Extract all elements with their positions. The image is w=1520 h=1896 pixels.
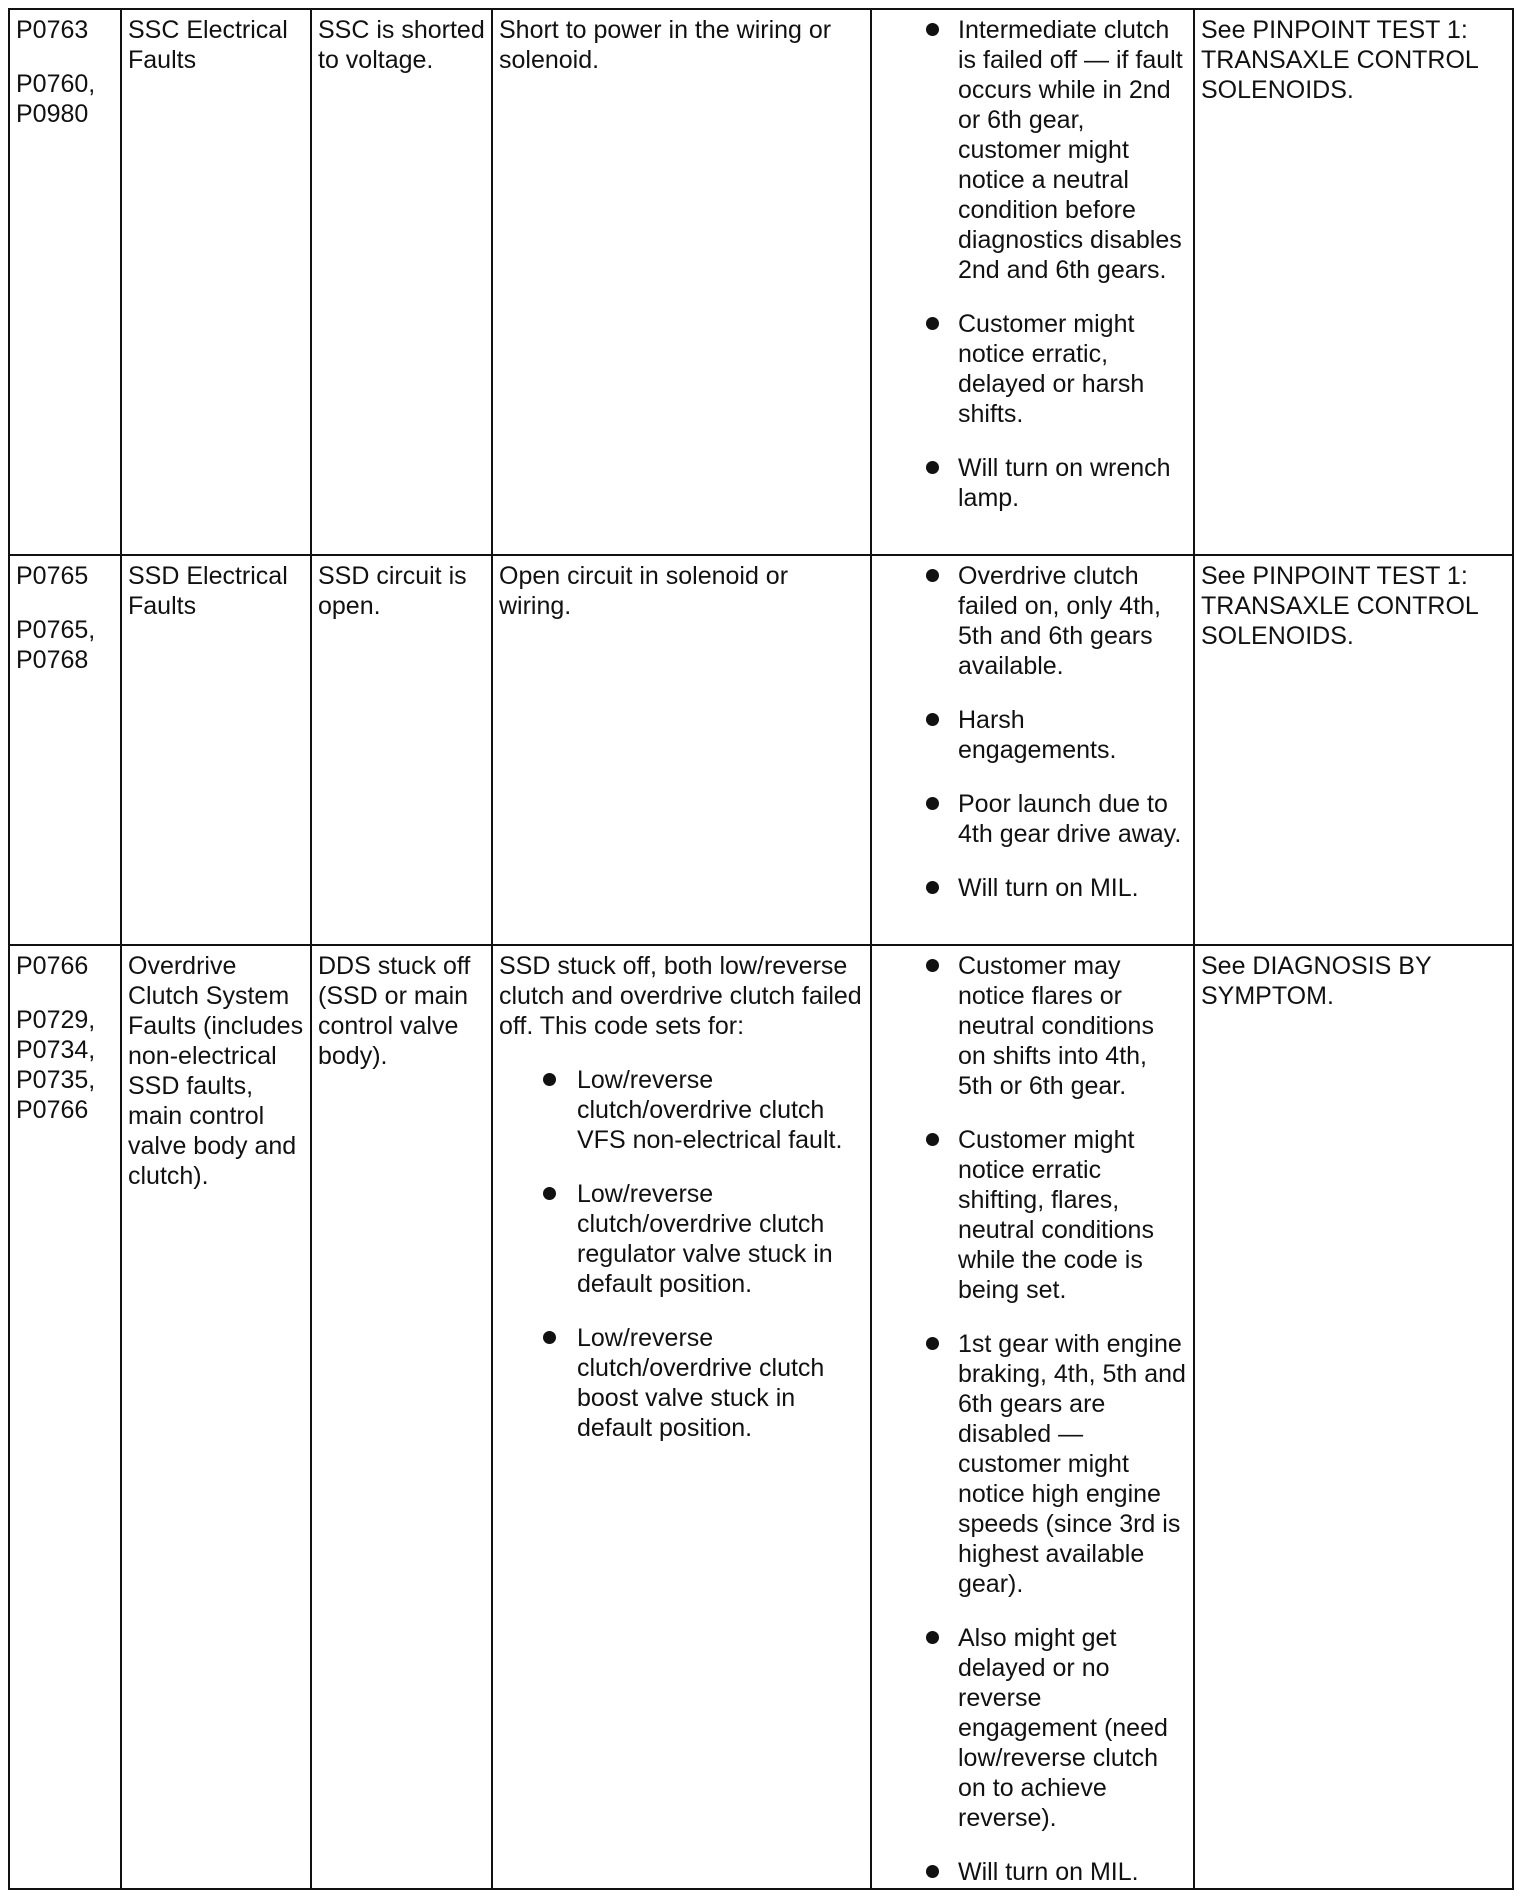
cause-text: SSD stuck off, both low/reverse clutch and overdrive clutch failed off. This code sets for: <box>499 952 862 1040</box>
related-dtc-code: P0768 <box>16 646 89 674</box>
related-dtc-code: P0735, <box>16 1066 96 1094</box>
dtc-table <box>8 8 1514 1890</box>
bullet-text: Customer might notice erratic shifting, flares, neutral conditions while the code is being set. <box>958 1126 1154 1304</box>
table-row <box>9 945 1513 1889</box>
bullet-icon <box>926 959 939 972</box>
symptom-bullet-list <box>878 951 1187 1887</box>
bullet-text: Harsh engagements. <box>958 706 1117 764</box>
bullet-text: Low/reverse clutch/overdrive clutch boost valve stuck in default position. <box>577 1324 825 1442</box>
bullet-text: Intermediate clutch is failed off — if fault occurs while in 2nd or 6th gear, customer might notice a neutral condition before diagnostics disables 2nd and 6th gears. <box>958 16 1183 284</box>
symptoms-cell <box>871 945 1194 1889</box>
list-item <box>878 1623 1187 1833</box>
list-item <box>878 561 1187 681</box>
symptoms-cell <box>871 555 1194 945</box>
cause-cell <box>492 945 871 1889</box>
code-spacer <box>16 981 114 1005</box>
bullet-icon <box>926 23 939 36</box>
bullet-text: Will turn on MIL. <box>958 874 1139 902</box>
related-dtc-code: P0766 <box>16 1096 89 1124</box>
primary-dtc-code: P0766 <box>16 952 89 980</box>
list-item <box>499 1179 864 1299</box>
bullet-icon <box>543 1331 556 1344</box>
cause-cell <box>492 9 871 555</box>
cause-text: Short to power in the wiring or solenoid. <box>499 16 832 74</box>
bullet-icon <box>543 1073 556 1086</box>
description-cell: SSC is shorted to voltage. <box>311 9 492 555</box>
bullet-icon <box>926 713 939 726</box>
bullet-icon <box>543 1187 556 1200</box>
cause-bullet-list <box>499 1065 864 1443</box>
action-cell: See DIAGNOSIS BY SYMPTOM. <box>1194 945 1513 1889</box>
bullet-icon <box>926 881 939 894</box>
bullet-text: Poor launch due to 4th gear drive away. <box>958 790 1182 848</box>
action-cell: See PINPOINT TEST 1: TRANSAXLE CONTROL SOLENOIDS. <box>1194 555 1513 945</box>
action-cell: See PINPOINT TEST 1: TRANSAXLE CONTROL SOLENOIDS. <box>1194 9 1513 555</box>
bullet-text: Will turn on wrench lamp. <box>958 454 1171 512</box>
related-dtc-code: P0734, <box>16 1036 96 1064</box>
symptoms-cell <box>871 9 1194 555</box>
related-dtc-code: P0729, <box>16 1006 96 1034</box>
bullet-text: 1st gear with engine braking, 4th, 5th and 6th gears are disabled — customer might notice high engine speeds (since 3rd is highest available gear). <box>958 1330 1186 1598</box>
list-item <box>878 1329 1187 1599</box>
list-item <box>499 1323 864 1443</box>
list-item <box>878 705 1187 765</box>
bullet-icon <box>926 797 939 810</box>
bullet-icon <box>926 461 939 474</box>
bullet-text: Low/reverse clutch/overdrive clutch VFS non-electrical fault. <box>577 1066 843 1154</box>
system-cell: Overdrive Clutch System Faults (includes non-electrical SSD faults, main control valve body and clutch). <box>121 945 311 1889</box>
list-item <box>878 1125 1187 1305</box>
list-item <box>878 789 1187 849</box>
symptom-bullet-list <box>878 15 1187 513</box>
table-row <box>9 9 1513 555</box>
description-cell: DDS stuck off (SSD or main control valve body). <box>311 945 492 1889</box>
list-item <box>878 873 1187 903</box>
list-item <box>499 1065 864 1155</box>
system-cell: SSC Electrical Faults <box>121 9 311 555</box>
bullet-icon <box>926 1631 939 1644</box>
list-item <box>878 1857 1187 1887</box>
bullet-text: Overdrive clutch failed on, only 4th, 5th and 6th gears available. <box>958 562 1161 680</box>
list-item <box>878 453 1187 513</box>
system-cell: SSD Electrical Faults <box>121 555 311 945</box>
cause-cell <box>492 555 871 945</box>
code-spacer <box>16 45 114 69</box>
cause-text: Open circuit in solenoid or wiring. <box>499 562 789 620</box>
dtc-codes-cell <box>9 9 121 555</box>
bullet-icon <box>926 1865 939 1878</box>
primary-dtc-code: P0765 <box>16 562 89 590</box>
bullet-text: Will turn on MIL. <box>958 1858 1139 1886</box>
bullet-text: Low/reverse clutch/overdrive clutch regulator valve stuck in default position. <box>577 1180 833 1298</box>
symptom-bullet-list <box>878 561 1187 903</box>
description-cell: SSD circuit is open. <box>311 555 492 945</box>
bullet-icon <box>926 1133 939 1146</box>
bullet-icon <box>926 1337 939 1350</box>
list-item <box>878 15 1187 285</box>
bullet-text: Also might get delayed or no reverse engagement (need low/reverse clutch on to achieve reverse). <box>958 1624 1168 1832</box>
bullet-icon <box>926 317 939 330</box>
bullet-icon <box>926 569 939 582</box>
bullet-text: Customer might notice erratic, delayed or harsh shifts. <box>958 310 1145 428</box>
bullet-text: Customer may notice flares or neutral conditions on shifts into 4th, 5th or 6th gear. <box>958 952 1154 1100</box>
related-dtc-code: P0760, <box>16 70 96 98</box>
dtc-codes-cell <box>9 555 121 945</box>
list-item <box>878 951 1187 1101</box>
related-dtc-code: P0765, <box>16 616 96 644</box>
primary-dtc-code: P0763 <box>16 16 89 44</box>
related-dtc-code: P0980 <box>16 100 89 128</box>
table-row <box>9 555 1513 945</box>
code-spacer <box>16 591 114 615</box>
list-item <box>878 309 1187 429</box>
document-page <box>8 8 1512 1888</box>
dtc-codes-cell <box>9 945 121 1889</box>
